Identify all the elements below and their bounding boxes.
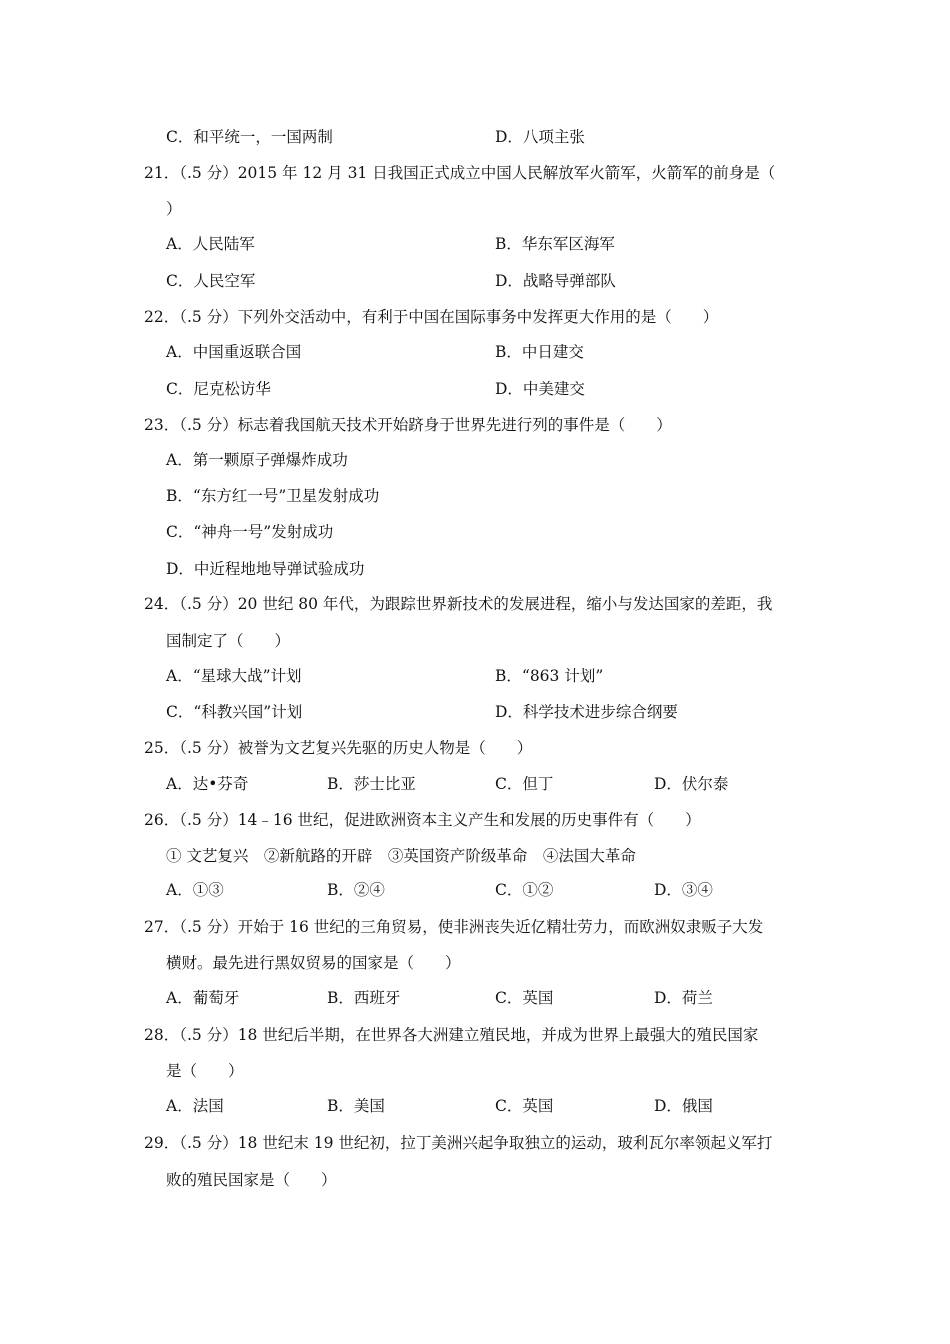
- q21-stem: 21．（.5 分）2015 年 12 月 31 日我国正式成立中国人民解放军火箭军，火箭军的前身是（: [144, 164, 776, 182]
- q23-stem: 23．（.5 分）标志着我国航天技术开始跻身于世界先进行列的事件是（ ）: [144, 416, 672, 434]
- q20-option-c: C．和平统一，一国两制: [166, 128, 333, 146]
- q29-stem: 29．（.5 分）18 世纪末 19 世纪初，拉丁美洲兴起争取独立的运动，玻利瓦尔率领起义军打: [144, 1134, 773, 1152]
- q27-option-a: A．葡萄牙: [166, 989, 240, 1007]
- q24-option-b: B．“863 计划”: [495, 667, 604, 685]
- q21-option-b: B．华东军区海军: [495, 235, 615, 253]
- q25-option-b: B．莎士比亚: [327, 775, 416, 793]
- q26-statements: ① 文艺复兴 ②新航路的开辟 ③英国资产阶级革命 ④法国大革命: [166, 847, 636, 865]
- q23-option-a: A．第一颗原子弹爆炸成功: [166, 451, 348, 469]
- q23-option-b: B．“东方红一号”卫星发射成功: [166, 487, 380, 505]
- q28-option-a: A．法国: [166, 1097, 224, 1115]
- q22-option-a: A．中国重返联合国: [166, 343, 302, 361]
- q28-stem: 28．（.5 分）18 世纪后半期，在世界各大洲建立殖民地，并成为世界上最强大的殖民国家: [144, 1026, 759, 1044]
- q24-option-a: A．“星球大战”计划: [166, 667, 302, 685]
- q22-option-b: B．中日建交: [495, 343, 584, 361]
- q23-option-c: C．“神舟一号”发射成功: [166, 523, 334, 541]
- q26-stem: 26．（.5 分）14﹣16 世纪，促进欧洲资本主义产生和发展的历史事件有（ ）: [144, 811, 701, 829]
- q22-option-c: C．尼克松访华: [166, 380, 271, 398]
- q24-stem-cont: 国制定了（ ）: [166, 632, 291, 650]
- q28-stem-cont: 是（ ）: [166, 1062, 244, 1080]
- q27-option-d: D．荷兰: [654, 989, 713, 1007]
- q21-option-a: A．人民陆军: [166, 235, 255, 253]
- q27-option-c: C．英国: [495, 989, 554, 1007]
- q25-option-d: D．伏尔泰: [654, 775, 729, 793]
- q25-option-c: C．但丁: [495, 775, 554, 793]
- q25-option-a: A．达•芬奇: [166, 775, 249, 793]
- q22-option-d: D．中美建交: [495, 380, 585, 398]
- q28-option-b: B．美国: [327, 1097, 385, 1115]
- q27-option-b: B．西班牙: [327, 989, 401, 1007]
- q21-option-c: C．人民空军: [166, 272, 256, 290]
- q26-option-d: D．③④: [654, 881, 713, 899]
- q26-option-b: B．②④: [327, 881, 385, 899]
- q26-option-a: A．①③: [166, 881, 224, 899]
- q27-stem-cont: 横财。最先进行黑奴贸易的国家是（ ）: [166, 954, 461, 972]
- q25-stem: 25．（.5 分）被誉为文艺复兴先驱的历史人物是（ ）: [144, 739, 533, 757]
- q21-option-d: D．战略导弹部队: [495, 272, 616, 290]
- q27-stem: 27．（.5 分）开始于 16 世纪的三角贸易，使非洲丧失近亿精壮劳力，而欧洲奴隶贩子大发: [144, 918, 764, 936]
- q26-option-c: C．①②: [495, 881, 554, 899]
- q23-option-d: D．中近程地地导弹试验成功: [166, 560, 365, 578]
- q24-option-c: C．“科教兴国”计划: [166, 703, 303, 721]
- q24-option-d: D．科学技术进步综合纲要: [495, 703, 678, 721]
- q20-option-d: D．八项主张: [495, 128, 585, 146]
- q28-option-c: C．英国: [495, 1097, 554, 1115]
- q29-stem-cont: 败的殖民国家是（ ）: [166, 1171, 337, 1189]
- q28-option-d: D．俄国: [654, 1097, 713, 1115]
- q24-stem: 24．（.5 分）20 世纪 80 年代，为跟踪世界新技术的发展进程，缩小与发达国家的差距，我: [144, 595, 773, 613]
- q21-stem-cont: ）: [166, 200, 182, 218]
- q22-stem: 22．（.5 分）下列外交活动中，有利于中国在国际事务中发挥更大作用的是（ ）: [144, 308, 719, 326]
